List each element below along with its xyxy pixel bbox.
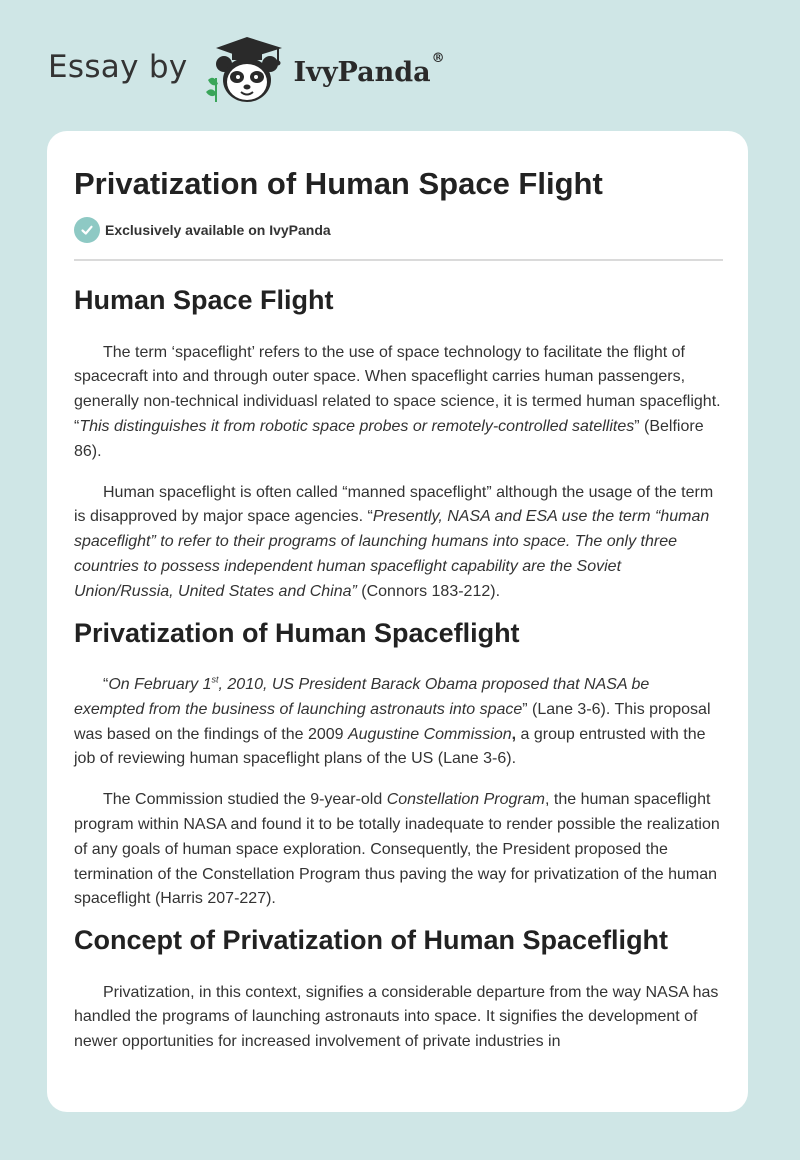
quote-text: , 2010, US President Barack Obama proposed that NASA be exempted from the business of launching astronauts into space [74, 675, 650, 718]
section-heading: Concept of Privatization of Human Spaceflight [74, 925, 669, 956]
section-heading: Human Space Flight [74, 285, 334, 316]
paragraph-text: ” (Belfiore 86). [74, 417, 704, 460]
brand-prefix: Essay by [48, 49, 188, 85]
panda-logo-icon [202, 34, 288, 106]
paragraph-text: “ [103, 675, 109, 693]
check-icon [74, 217, 100, 243]
paragraph-text: The Commission studied the 9-year-old [103, 791, 387, 809]
emphasis: Constellation Program [386, 791, 545, 809]
paragraph-text: Human spaceflight is often called “manned spaceflight” although the usage of the term is disapproved by major space agencies. “ [74, 483, 714, 526]
paragraph [74, 481, 722, 605]
exclusive-badge [74, 217, 722, 243]
exclusive-badge-text: Exclusively available on IvyPanda [105, 222, 331, 239]
section-heading: Privatization of Human Spaceflight [74, 617, 520, 648]
paragraph-text: Privatization, in this context, signifies a considerable departure from the way NASA has handled the programs of launching astronauts into space. It signifies the development of newer opportunities for increased involvement of private industries in [74, 983, 719, 1051]
paragraph-text: a group entrusted with the job of reviewing human spaceflight plans of the US (Lane 3-6). [74, 725, 706, 768]
paragraph-text: , the human spaceflight program within NASA and found it to be totally inadequate to render possible the realization of any goals of human space exploration. Consequently, the President proposed the termination of the Constellation Program thus paving the way for privatization of the human spaceflight (Harris 207-227). [74, 791, 720, 908]
paragraph [74, 341, 722, 465]
quote-text: On February 1 [108, 675, 212, 693]
paragraph [74, 788, 722, 912]
bold-comma: , [511, 725, 517, 743]
title-divider [74, 259, 723, 261]
article-title: Privatization of Human Space Flight [74, 166, 603, 201]
paragraph-text: The term ‘spaceflight’ refers to the use of space technology to facilitate the flight of spacecraft into and through outer space. When spaceflight carries human passengers, generally non-technical individuasl related to space science, it is termed human spaceflight. “ [74, 343, 721, 435]
article-card [47, 131, 748, 1112]
brand-name-text: IvyPanda [293, 56, 431, 88]
paragraph-text: ” (Lane 3-6). This proposal was based on the findings of the 2009 [74, 700, 711, 743]
emphasis: Augustine Commission [347, 725, 512, 743]
paragraph-text: (Connors 183-212). [356, 582, 501, 600]
registered-mark: ® [431, 50, 445, 66]
paragraph-quote: Presently, NASA and ESA use the term “human spaceflight” to refer to their programs of launching humans into space. The only three countries to possess independent human spaceflight capability are the Soviet Union/Russia, United States and China” [74, 508, 710, 600]
ordinal-suffix: st [211, 674, 219, 685]
paragraph-quote: This distinguishes it from robotic space probes or remotely-controlled satellites [79, 417, 635, 435]
brand-name [293, 50, 445, 88]
paragraph [74, 673, 722, 772]
brand-header [48, 34, 445, 106]
paragraph [74, 981, 722, 1055]
